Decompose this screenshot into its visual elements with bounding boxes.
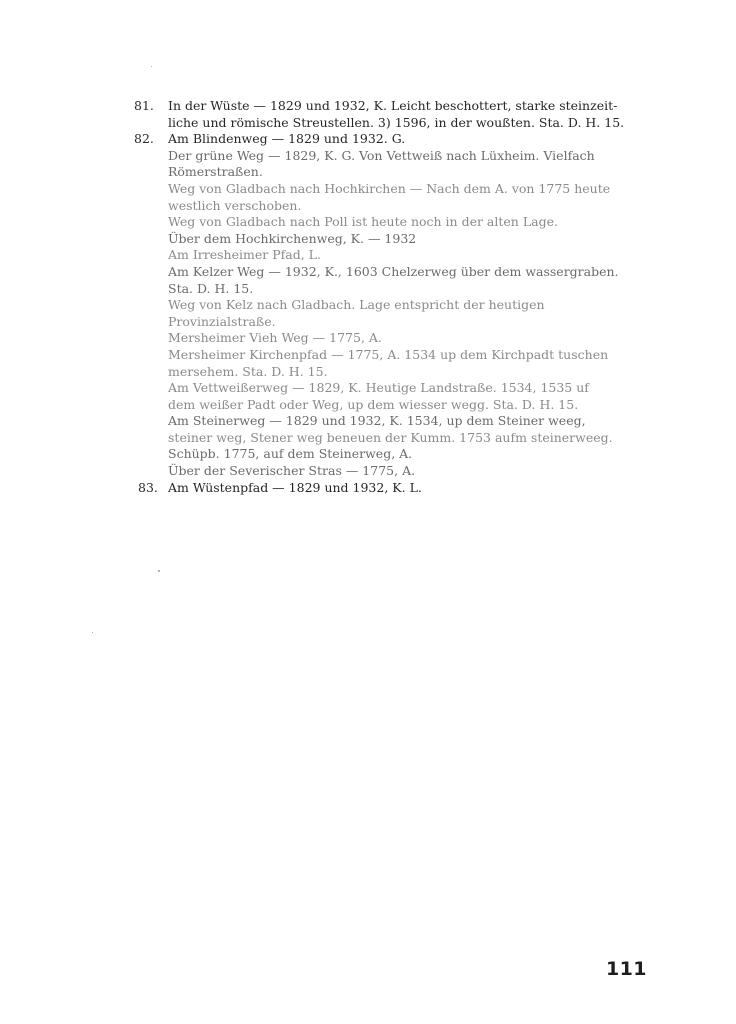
line-text: Mersheimer Vieh Weg — 1775, A.	[168, 330, 382, 346]
line-text: mersehem. Sta. D. H. 15.	[168, 363, 328, 379]
line-text: Der grüne Weg — 1829, K. G. Von Vettweiß nach Lüxheim. Vielfach	[168, 147, 595, 163]
entry-line	[0, 231, 736, 248]
line-text: Sta. D. H. 15.	[168, 280, 254, 296]
entry-line	[0, 214, 736, 231]
line-text: dem weißer Padt oder Weg, up dem wiesser wegg. Sta. D. H. 15.	[168, 396, 579, 412]
line-text: Weg von Gladbach nach Poll ist heute noch in der alten Lage.	[168, 214, 558, 230]
line-text: Am Kelzer Weg — 1932, K., 1603 Chelzerweg über dem wassergraben.	[168, 263, 619, 279]
line-text: Am Irresheimer Pfad, L.	[168, 247, 321, 263]
entry-line	[0, 148, 736, 165]
line-text: Am Vettweißerweg — 1829, K. Heutige Landstraße. 1534, 1535 uf	[168, 380, 589, 396]
entry-line	[0, 314, 736, 331]
entry-number: 81.	[134, 98, 154, 113]
entry-line	[0, 264, 736, 281]
entry-line	[0, 281, 736, 298]
line-text: Provinzialstraße.	[168, 313, 276, 329]
line-text: westlich verschoben.	[168, 197, 302, 213]
entry-83	[0, 480, 736, 497]
entry-82	[0, 131, 736, 479]
entry-line	[0, 397, 736, 414]
line-text: Am Wüstenpfad — 1829 und 1932, K. L.	[168, 479, 422, 495]
entry-line	[0, 347, 736, 364]
entry-line	[0, 131, 736, 148]
entry-81	[0, 98, 736, 131]
line-text: Über dem Hochkirchenweg, K. — 1932	[168, 230, 417, 246]
scan-speck	[92, 632, 93, 633]
entry-line	[0, 413, 736, 430]
entry-line	[0, 98, 736, 115]
entry-number: 82.	[134, 131, 154, 147]
entry-line	[0, 380, 736, 397]
entry-list	[0, 98, 736, 496]
line-text: Am Blindenweg — 1829 und 1932. G.	[168, 131, 406, 147]
entry-line	[0, 364, 736, 381]
line-text: Weg von Gladbach nach Hochkirchen — Nach dem A. von 1775 heute	[168, 180, 611, 196]
entry-line	[0, 198, 736, 215]
entry-line	[0, 115, 736, 132]
line-text: Weg von Kelz nach Gladbach. Lage entspricht der heutigen	[168, 297, 545, 313]
entry-line	[0, 480, 736, 497]
line-text: Römerstraßen.	[168, 164, 263, 180]
line-text: Am Steinerweg — 1829 und 1932, K. 1534, up dem Steiner weeg,	[168, 413, 586, 429]
entry-line	[0, 181, 736, 198]
entry-line	[0, 430, 736, 447]
line-text: steiner weg, Stener weg beneuen der Kumm. 1753 aufm steinerweeg.	[168, 429, 613, 445]
entry-line	[0, 330, 736, 347]
entry-line	[0, 297, 736, 314]
entry-line	[0, 164, 736, 181]
scan-speck	[158, 570, 160, 572]
line-text: liche und römische Streustellen. 3) 1596, in der woußten. Sta. D. H. 15.	[168, 114, 625, 130]
line-text: In der Wüste — 1829 und 1932, K. Leicht beschottert, starke steinzeit-	[168, 98, 618, 113]
scan-speck	[151, 66, 152, 67]
line-text: Schüpb. 1775, auf dem Steinerweg, A.	[168, 446, 413, 462]
line-text: Über der Severischer Stras — 1775, A.	[168, 463, 416, 479]
line-text: Mersheimer Kirchenpfad — 1775, A. 1534 up dem Kirchpadt tuschen	[168, 346, 609, 362]
entry-line	[0, 463, 736, 480]
entry-line	[0, 247, 736, 264]
page-number: 111	[606, 958, 647, 980]
entry-number: 83.	[138, 479, 158, 495]
entry-line	[0, 446, 736, 463]
